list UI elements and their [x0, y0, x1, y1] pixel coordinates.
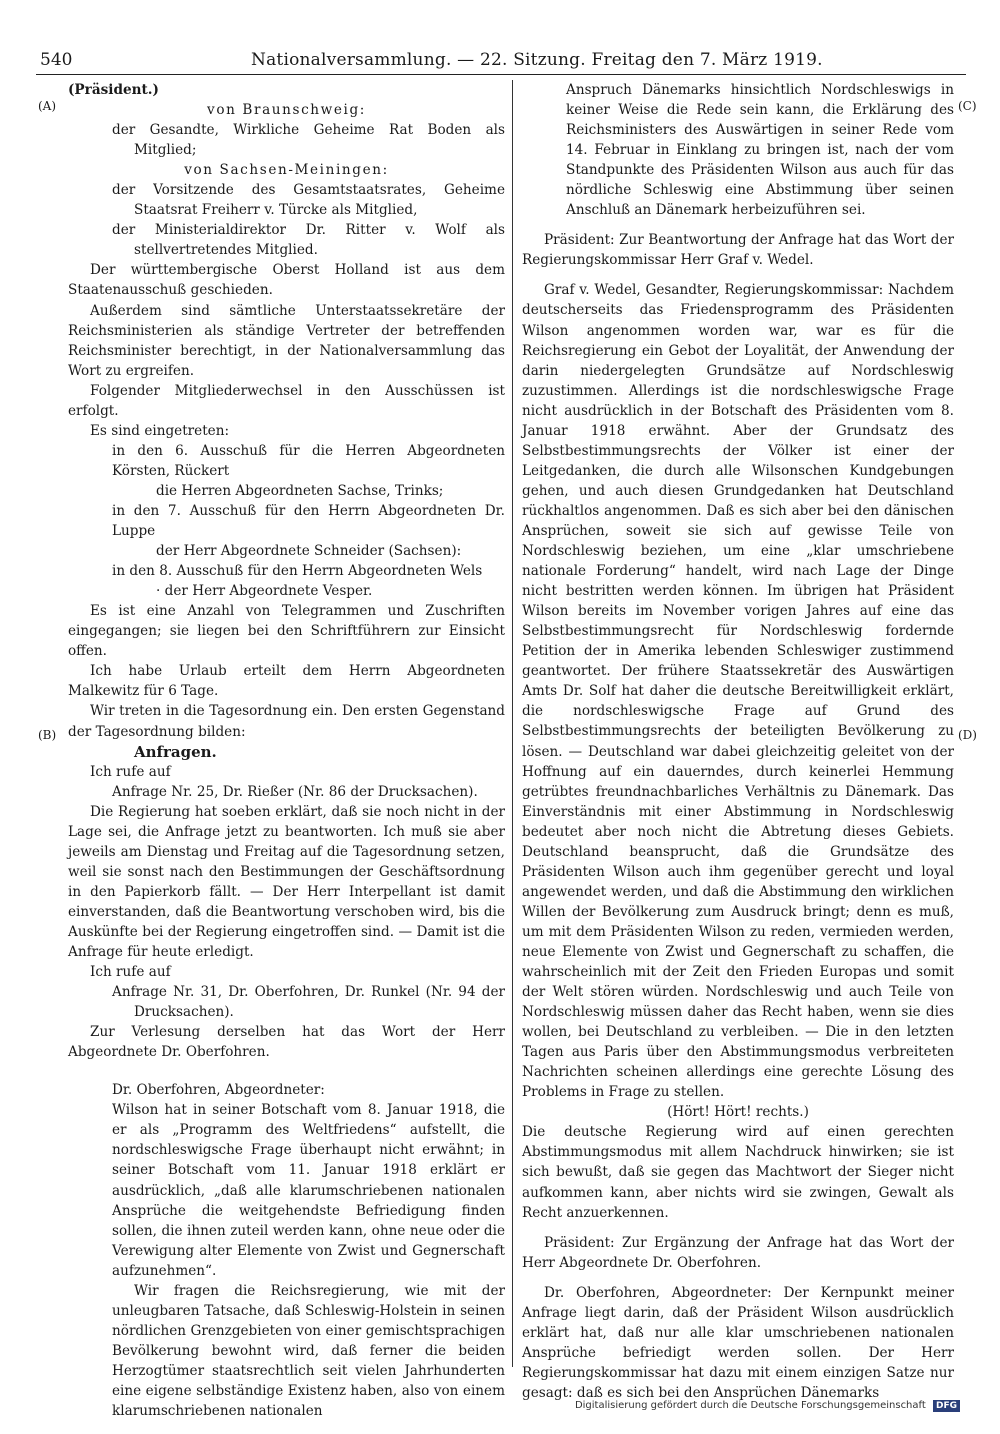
state-heading: von Sachsen-Meiningen: [184, 162, 389, 179]
inquiry-text: Anspruch Dänemarks hinsichtlich Nordschleswigs in keiner Weise die Rede sein kann, die Erklärung des Reichsministers des Auswärtigen in seiner Rede vom 14. Februar in Einklang zu bringen ist, nach der vom Standpunkte des Präsidenten Wilson aus auch für das nördliche Schleswig eine Abstimmung über seinen Anschluß an Dänemark herbeizuführen sei. [566, 82, 954, 219]
inquiry-text: Wilson hat in seiner Botschaft vom 8. Januar 1918, die er als „Programm des Weltfriedens“ aufstellt, die nordschleswigsche Frage überhaupt nicht erwähnt; in seiner Botschaft vom 11. Januar 1918 erklärt er ausdrücklich, „daß alle klarumschriebenen nationalen Ansprüche die weitgehendste Befriedigung finden sollen, die ihnen zuteil werden kann, ohne neue oder die Verewigung alter Elemente von Zwist und Gegnerschaft aufzunehmen“. [112, 1102, 505, 1279]
interjection: (Hört! Hört! rechts.) [667, 1104, 809, 1121]
paragraph: Ich rufe auf [90, 763, 171, 780]
paragraph: Ich rufe auf [90, 964, 171, 981]
committee-entry: in den 8. Ausschuß für den Herrn Abgeordneten Wels [112, 563, 483, 580]
committee-entry: die Herren Abgeordneten Sachse, Trinks; [156, 482, 444, 499]
paragraph: Es ist eine Anzahl von Telegrammen und Zuschriften eingegangen; sie liegen bei den Schriftführern zur Einsicht offen. [68, 603, 505, 660]
paragraph: Folgender Mitgliederwechsel in den Ausschüssen ist erfolgt. [68, 382, 505, 419]
dfg-logo: DFG [933, 1400, 960, 1412]
left-column [68, 80, 505, 1421]
state-heading: von Braunschweig: [207, 102, 366, 119]
speaker-line: Dr. Oberfohren, Abgeordneter: [112, 1082, 325, 1099]
paragraph: Zur Verlesung derselben hat das Wort der Herr Abgeordnete Dr. Oberfohren. [68, 1024, 505, 1061]
right-column [522, 80, 954, 1403]
member-entry: der Vorsitzende des Gesamtstaatsrates, Geheime Staatsrat Freiherr v. Türcke als Mitglied, [112, 182, 505, 219]
paragraph: Wir treten in die Tagesordnung ein. Den ersten Gegenstand der Tagesordnung bilden: [68, 703, 505, 740]
paragraph: Die Regierung hat soeben erklärt, daß sie noch nicht in der Lage sei, die Anfrage jetzt zu beantworten. Ich muß sie aber jeweils am Dienstag und Freitag auf die Tagesordnung setzen, weil sie sonst nach den Bestimmungen der Geschäftsordnung in den Papierkorb fällt. — Der Herr Interpellant ist damit einverstanden, daß die Beantwortung verschoben wird, bis die Auskünfte bei der Regierung eingetroffen sind. — Damit ist die Anfrage für heute erledigt. [68, 803, 505, 961]
paragraph: Der württembergische Oberst Holland ist aus dem Staatenausschuß geschieden. [68, 262, 505, 299]
margin-mark-c: (C) [958, 99, 977, 113]
committee-entry: der Herr Abgeordnete Schneider (Sachsen): [156, 543, 462, 560]
paragraph: Präsident: Zur Beantwortung der Anfrage hat das Wort der Regierungskommissar Herr Graf v. Wedel. [522, 232, 954, 269]
paragraph: Graf v. Wedel, Gesandter, Regierungskommissar: Nachdem deutscherseits das Friedensprogramm des Präsidenten Wilson angenommen worden war, war es für die Reichsregierung ein Gebot der Loyalität, der Anwendung der darin niedergelegten Grundsätze auf Nordschleswig zuzustimmen. Allerdings ist die nordschleswigsche Frage nicht ausdrücklich in der Botschaft des Präsidenten vom 8. Januar 1918 erwähnt. Aber der Grundsatz des Selbstbestimmungsrechts der Völker ist einer der Leitgedanken, die durch alle Wilsonschen Kundgebungen gehen, und auch diesen Grundgedanken hat Deutschland rückhaltlos angenommen. Daß es sich aber bei den dänischen Ansprüchen, soweit sie sich auf gewisse Teile von Nordschleswig beziehen, um eine „klar umschriebene nationale Forderung“ handelt, wird nach Lage der Dinge nicht bestritten werden können. Im übrigen hat Präsident Wilson bereits im November vorigen Jahres auf eine das Selbstbestimmungsrecht für Nordschleswig fordernde Petition der in Amerika lebenden Schleswiger zustimmend geantwortet. Der frühere Staatssekretär des Auswärtigen Amts Dr. Solf hat daher die deutsche Bereitwilligkeit erklärt, die nordschleswigsche Frage auf Grund des Selbstbestimmungsrechts der beteiligten Bevölkerung zu lösen. — Deutschland war dabei gleichzeitig geleitet von der Hoffnung auf ein dauerndes, durch keinerlei Hemmung getrübtes freundnachbarliches Verhältnis zu Dänemark. Das Einverständnis mit einer Abstimmung in Nordschleswig bedeutet aber noch nicht die Abtretung dieses Gebiets. Deutschland beansprucht, daß die Grundsätze des Präsidenten Wilson auch ihm gegenüber gerecht und loyal angewendet werden, und daß die Abstimmung den wirklichen Willen der Bevölkerung zum Ausdruck bringt; denn es muß, um mit dem Präsidenten Wilson zu reden, vermieden werden, neue Elemente von Zwist und Gegnerschaft zu schaffen, die wahrscheinlich mit der Zeit den Frieden Europas und somit der Welt stören würden. Nordschleswig und auch Teile von Nordschleswig müssen daher das Recht haben, wenn sie dies wollen, bei Deutschland zu verbleiben. — Die in den letzten Tagen aus Paris über den Abstimmungsmodus verbreiteten Nachrichten scheinen allerdings eine gerechte Lösung des Problems in Frage zu stellen. [522, 282, 954, 1101]
paragraph: Es sind eingetreten: [90, 422, 230, 439]
paragraph: Ich habe Urlaub erteilt dem Herrn Abgeordneten Malkewitz für 6 Tage. [68, 663, 505, 700]
column-divider [512, 80, 513, 1367]
page-header [36, 44, 966, 75]
paragraph: Außerdem sind sämtliche Unterstaatssekretäre der Reichsministerien als ständige Vertreter der betreffenden Reichsminister berechtigt, in der Nationalversammlung das Wort zu ergreifen. [68, 302, 505, 379]
margin-mark-b: (B) [38, 728, 57, 742]
running-head: Nationalversammlung. — 22. Sitzung. Freitag den 7. März 1919. [251, 50, 823, 70]
inquiry-entry: Anfrage Nr. 31, Dr. Oberfohren, Dr. Runkel (Nr. 94 der Drucksachen). [112, 984, 505, 1021]
committee-entry: in den 6. Ausschuß für die Herren Abgeordneten Körsten, Rückert [112, 442, 505, 479]
inquiry-text: Wir fragen die Reichsregierung, wie mit der unleugbaren Tatsache, daß Schleswig-Holstein in seinen nördlichen Grenzgebieten von einer gemischtsprachigen Bevölkerung bewohnt wird, daß ferner die beiden Herzogtümer staatsrechtlich seit vielen Jahrhunderten eine eigene selbständige Existenz haben, also von einem klarumschriebenen nationalen [112, 1282, 505, 1420]
committee-entry: in den 7. Ausschuß für den Herrn Abgeordneten Dr. Luppe [112, 502, 505, 540]
paragraph: Die deutsche Regierung wird auf einen gerechten Abstimmungsmodus mit allem Nachdruck hinwirken; sie ist sich bewußt, daß sie gegen das Machtwort der Sieger nicht aufkommen kann, aber nichts wird sie zwingen, Gewalt als Recht anzuerkennen. [522, 1124, 954, 1221]
paragraph: Präsident: Zur Ergänzung der Anfrage hat das Wort der Herr Abgeordnete Dr. Oberfohren. [522, 1234, 954, 1271]
page-number: 540 [40, 50, 73, 70]
margin-mark-a: (A) [38, 99, 57, 113]
digitization-footer [575, 1400, 960, 1412]
speaker-tag: (Präsident.) [68, 82, 159, 98]
section-heading: Anfragen. [134, 742, 217, 761]
member-entry: der Gesandte, Wirkliche Geheime Rat Boden als Mitglied; [112, 122, 505, 159]
paragraph: Dr. Oberfohren, Abgeordneter: Der Kernpunkt meiner Anfrage liegt darin, daß der Präsident Wilson ausdrücklich erklärt hat, daß nur alle klar umschriebenen nationalen Ansprüche befriedigt werden sollen. Der Herr Regierungskommissar hat dazu mit einem einzigen Satze nur gesagt: daß es sich bei den Ansprüchen Dänemarks [522, 1284, 954, 1401]
margin-mark-d: (D) [958, 728, 977, 742]
member-entry: der Ministerialdirektor Dr. Ritter v. Wolf als stellvertretendes Mitglied. [112, 222, 505, 259]
footer-text: Digitalisierung gefördert durch die Deutsche Forschungsgemeinschaft [574, 1400, 926, 1411]
committee-entry: · der Herr Abgeordnete Vesper. [156, 583, 373, 600]
inquiry-entry: Anfrage Nr. 25, Dr. Rießer (Nr. 86 der Drucksachen). [112, 783, 478, 800]
